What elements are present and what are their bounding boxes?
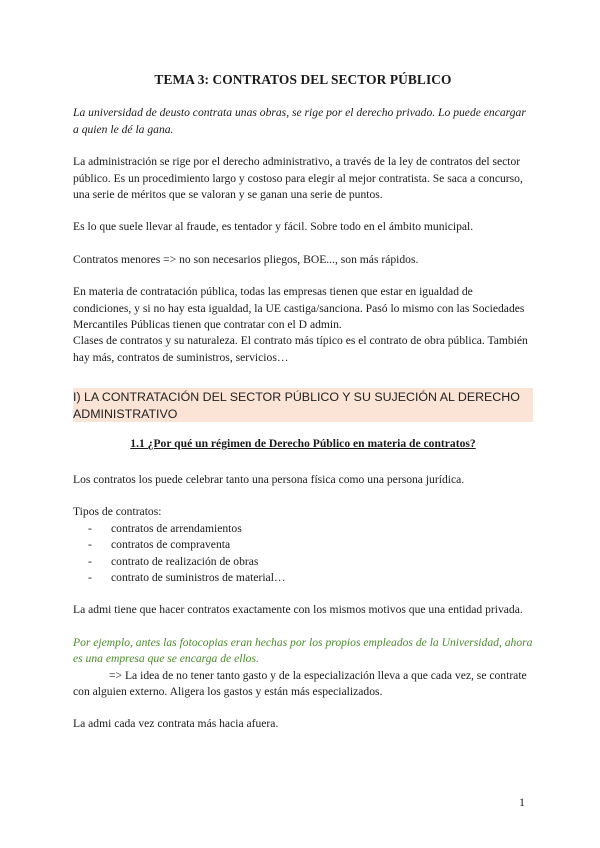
paragraph-contract-classes: Clases de contratos y su naturaleza. El contrato más típico es el contrato de obra pública. También hay más, contratos de suministros, servicios… (73, 334, 528, 364)
paragraph-parties: Los contratos los puede celebrar tanto una persona física como una persona jurídica. (73, 472, 465, 486)
list-item: - contratos de arrendamientos (88, 521, 533, 537)
paragraph-specialization: => La idea de no tener tanto gasto y de la especialización lleva a que cada vez, se contrate con alguien externo. Aligera los gastos y están más especializados. (73, 668, 527, 698)
page-content (73, 72, 533, 733)
paragraph-administration: La administración se rige por el derecho administrativo, a través de la ley de contratos del sector público. Es un procedimiento largo y costoso para elegir al mejor contratista. Se saca a concurso, una serie de méritos que se valoran y se ganan una serie de puntos. (73, 155, 523, 202)
paragraph-admin-contracts: La admi tiene que hacer contratos exactamente con los mismos motivos que una entidad privada. (73, 603, 523, 617)
paragraph-equality: En materia de contratación pública, todas las empresas tienen que estar en igualdad de condiciones, y si no hay esta igualdad, la UE castiga/sanciona. Pasó lo mismo con las Sociedades Mercantiles Públicas tienen que contratar con el D admin. (73, 285, 525, 332)
subsection-heading: 1.1 ¿Por qué un régimen de Derecho Público en materia de contratos? (130, 437, 476, 451)
section-heading: I) LA CONTRATACIÓN DEL SECTOR PÚBLICO Y SU SUJECIÓN AL DERECHO ADMINISTRATIVO (73, 388, 533, 422)
intro-paragraph: La universidad de deusto contrata unas obras, se rige por el derecho privado. Lo puede encargar a quien le dé la gana. (73, 106, 526, 136)
document-title: TEMA 3: CONTRATOS DEL SECTOR PÚBLICO (154, 72, 452, 87)
list-item: - contrato de suministros de material… (88, 570, 533, 586)
list-item: - contrato de realización de obras (88, 554, 533, 570)
list-item: - contratos de compraventa (88, 537, 533, 553)
contract-types-list (73, 521, 533, 587)
contract-types-label: Tipos de contratos: (73, 505, 162, 519)
page-number: 1 (519, 795, 525, 809)
paragraph-fraud: Es lo que suele llevar al fraude, es tentador y fácil. Sobre todo en el ámbito municipal. (73, 220, 474, 234)
example-paragraph: Por ejemplo, antes las fotocopias eran hechas por los propios empleados de la Universidad, ahora es una empresa que se encarga de ellos. (73, 635, 533, 666)
paragraph-outsourcing: La admi cada vez contrata más hacia afuera. (73, 717, 279, 731)
paragraph-minor-contracts: Contratos menores => no son necesarios pliegos, BOE..., son más rápidos. (73, 252, 419, 266)
